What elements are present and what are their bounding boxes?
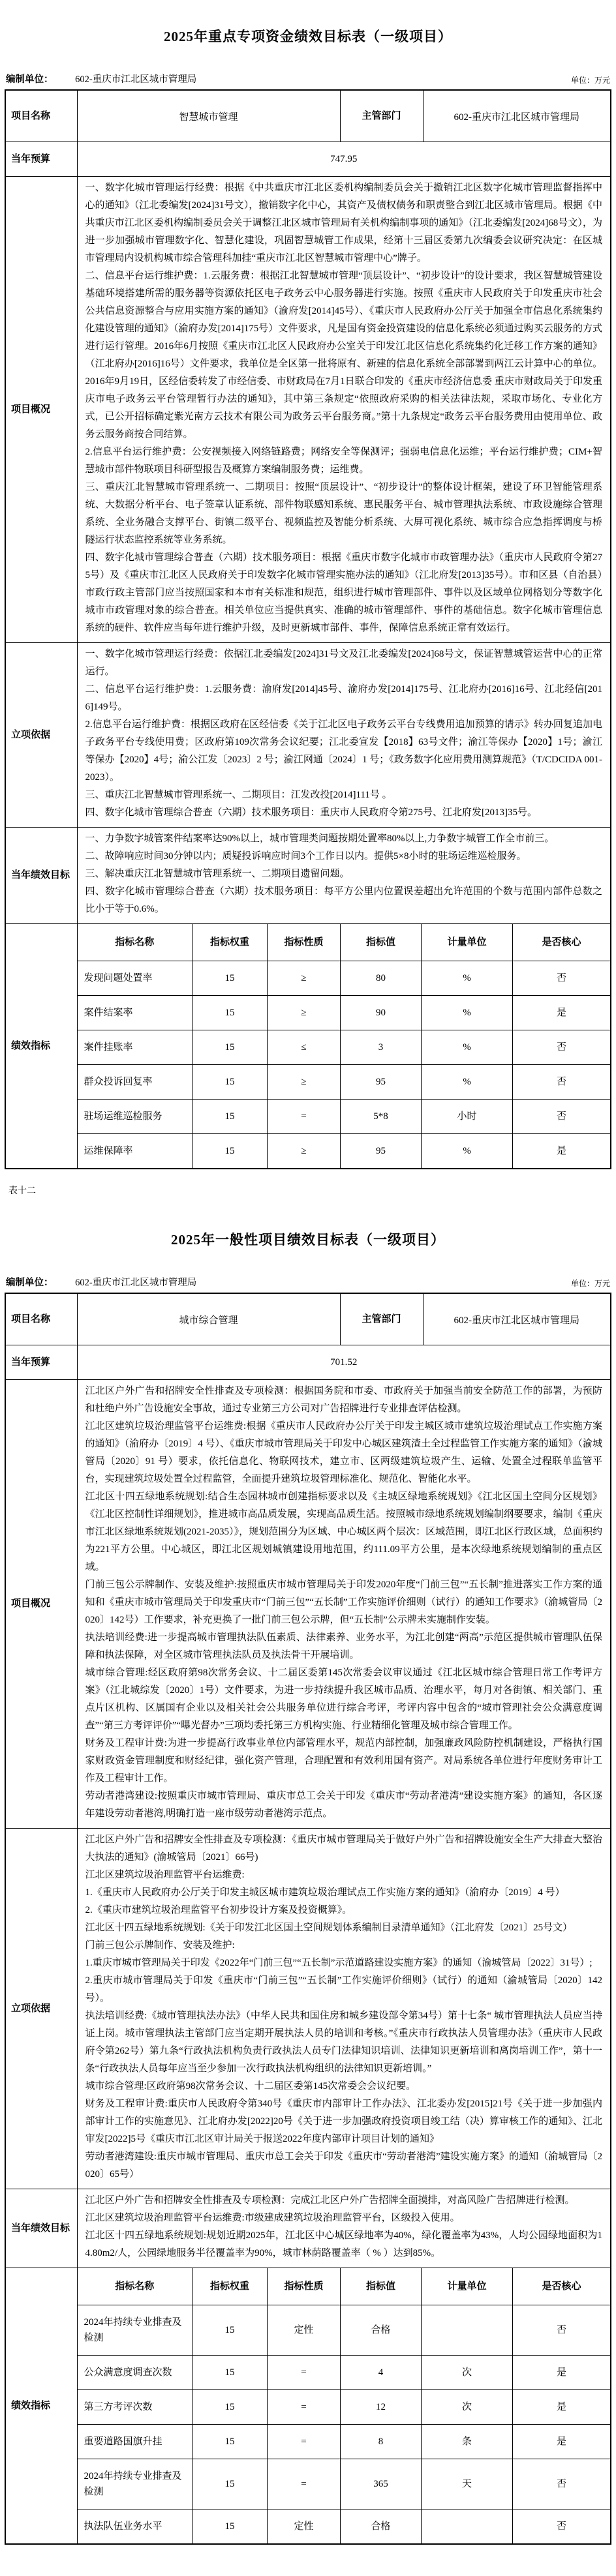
paragraph: 江北区十四五绿地系统规划:结合生态园林城市创建指标要求以及《主城区绿地系统规划》《江北区国土空间分区规划》《江北区控制性详细规划》，推进城市高品质发展，实现高品质生活。按照城市绿地系统规划编制纲要要求，编制《重庆市江北区绿地系统规划(2021-2035）》，规划范围分为区域、中心城区两个层次：区域范围，即江北区行政区域，总面积约为221平方公里。中心城区，即江北区规划城镇建设用地范围，约111.09平方公里，是本次绿地系统规划编制的重点区域。 — [85, 1491, 602, 1572]
indicator-cell: 否 — [513, 2459, 611, 2509]
indicator-cell: ≥ — [268, 996, 341, 1030]
indicator-header-cell: 指标值 — [341, 924, 422, 961]
budget-label: 当年预算 — [5, 1345, 77, 1380]
budget-row — [5, 142, 611, 177]
indicator-header-cell: 指标性质 — [268, 924, 341, 961]
special-fund-target-sheet — [5, 26, 611, 1169]
org-value: 602-重庆市江北区城市管理局 — [75, 1278, 197, 1288]
indicators-table-cell — [77, 924, 611, 1169]
indicator-row — [78, 2509, 611, 2544]
overview-label: 项目概况 — [5, 1380, 77, 1829]
indicator-cell: 90 — [341, 996, 422, 1030]
dept-value: 602-重庆市江北区城市管理局 — [423, 1293, 611, 1345]
indicator-row — [78, 1134, 611, 1169]
indicator-cell: % — [422, 1134, 513, 1169]
paragraph: 城市综合管理:区政府第98次常务会议、十二届区委第145次常委会会议纪要。 — [85, 2081, 416, 2091]
paragraph: 四、数字化城市管理综合普查（六期）技术服务项目：每平方公里内位置误差超出允许范围的个数与范围内部件总数之比小于等于0.6%。 — [85, 886, 602, 914]
unit-label: 单位：万元 — [570, 1279, 610, 1288]
paragraph: 江北区建筑垃圾治理监管平台运维费: — [85, 1870, 245, 1880]
indicator-cell: 否 — [513, 2509, 611, 2544]
indicator-header-cell: 指标权重 — [192, 924, 268, 961]
indicator-row — [78, 996, 611, 1030]
paragraph: 2.信息平台运行维护费：根据区政府在区经信委《关于江北区电子政务云平台专线费用追加预算的请示》转办回复追加电子政务平台专线使用费；区政府第109次常务会议纪要；江北委宣发【2018】63号文件；渝江等保办【2020】1号；渝江等保办【2020】4号；渝公江发〔2023〕2 号；渝江网通〔2024〕1 号；《政务数字化应用费用测算规范》（T/CDCIDA 001-2023）。 — [85, 719, 602, 783]
paragraph: 二、故障响应时间30分钟以内；质疑投诉响应时间3个工作日以内。提供5×8小时的驻场运维巡检服务。 — [85, 851, 527, 861]
sheet1-title: 2025年重点专项资金绩效目标表（一级项目） — [164, 29, 452, 44]
table-index-label: 表十二 — [8, 1186, 36, 1196]
indicator-cell: 是 — [513, 996, 611, 1030]
indicator-cell: 重要道路国旗升挂 — [78, 2425, 192, 2459]
paragraph: 江北区十四五绿地系统规划:《关于印发江北区国土空间规划体系编制目录清单通知》（江北府发〔2021〕25号文） — [85, 1923, 573, 1933]
dept-value: 602-重庆市江北区城市管理局 — [423, 90, 611, 142]
indicator-row — [78, 2390, 611, 2425]
indicator-cell — [422, 2305, 513, 2356]
indicator-row — [78, 2459, 611, 2509]
paragraph: 江北区建筑垃圾治理监管平台运维费:市级建成建筑垃圾治理监管平台，区级投入使用。 — [85, 2213, 460, 2223]
paragraph: 门前三包公示牌制作、安装及维护:按照重庆市城市管理局关于印发2020年度“门前三包”“五长制”推进落实工作方案的通知和《重庆市城市管理局关于印发重庆市“门前三包”“五长制”工作实施评价细则（试行）的通知工作要求》（渝城管局〔2020〕142号）工作要求，补充更换了一批门前三包公示牌，但“五长制”公示牌未实施制作安装。 — [85, 1580, 602, 1625]
sheet2-org-line — [6, 1275, 196, 1289]
indicator-row — [78, 1065, 611, 1100]
paragraph: 1.《重庆市人民政府办公厅关于印发主城区城市建筑垃圾治理试点工作实施方案的通知》（渝府办〔2019〕4 号） — [85, 1887, 565, 1898]
indicator-cell: 15 — [192, 2425, 268, 2459]
indicator-cell: = — [268, 2459, 341, 2509]
indicator-cell: 365 — [341, 2459, 422, 2509]
goals-text — [77, 2189, 611, 2268]
indicator-row — [78, 2425, 611, 2459]
budget-value: 747.95 — [77, 142, 611, 177]
indicator-cell: 15 — [192, 2509, 268, 2544]
basis-label: 立项依据 — [5, 643, 77, 828]
indicator-cell: 80 — [341, 961, 422, 996]
indicator-header-cell: 是否核心 — [513, 2268, 611, 2305]
indicator-cell: % — [422, 961, 513, 996]
paragraph: 江北区户外广告和招牌安全性排查及专项检测：《重庆市城市管理局关于做好户外广告和招牌设施安全生产大排查大整治大执法的通知》(渝城管局〔2021〕66号) — [85, 1835, 602, 1863]
paragraph: 三、重庆江北智慧城市管理系统一、二期项目：按照“顶层设计”、“初步设计”的整体设计框架，建设了环卫智能管理系统、大数据分析平台、电子签章认证系统、部件物联感知系统、惠民服务平台、城市管理执法系统、市政设施综合管理系统、全业务融合支撑平台、街镇二级平台、视频监控及智能分析系统、大屏可视化系统、城市综合应急指挥调度与桥隧运行状态监控系统等业务系统。 — [85, 482, 602, 545]
budget-row — [5, 1345, 611, 1380]
indicator-cell: 案件结案率 — [78, 996, 192, 1030]
paragraph: 三、重庆江北智慧城市管理系统一、二期项目：江发改投[2014]111号 。 — [85, 790, 392, 800]
indicator-table — [78, 2268, 611, 2543]
paragraph: 2.重庆市城市管理局关于印发《重庆市“门前三包”“五长制”工作实施评价细则》（试行）的通知（渝城管局〔2020〕142号）。 — [85, 1975, 602, 2003]
indicator-cell: 驻场运维巡检服务 — [78, 1100, 192, 1134]
indicators-label: 绩效指标 — [5, 2268, 77, 2545]
indicator-cell: % — [422, 1065, 513, 1100]
sheet2-title: 2025年一般性项目绩效目标表（一级项目） — [171, 1232, 445, 1248]
indicator-cell: 95 — [341, 1134, 422, 1169]
goals-row — [5, 2189, 611, 2268]
goals-row — [5, 828, 611, 924]
indicator-cell: 条 — [422, 2425, 513, 2459]
indicator-cell: 是 — [513, 2356, 611, 2390]
indicator-cell: 否 — [513, 1030, 611, 1065]
project-name-label: 项目名称 — [5, 1293, 77, 1345]
paragraph: 一、数字化城市管理运行经费：根据《中共重庆市江北区委机构编制委员会关于撤销江北区数字化城市管理监督指挥中心的通知》（江北委编发[2024]31号文），撤销数字化中心，其资产及债权债务和职责整合到江北区城市管理局。根据《中共重庆市江北区委机构编制委员会关于调整江北区城市管理局有关机构编制事项的通知》（江北委编发[2024]68号文），为进一步加强城市管理数字化、智慧化建设，巩固智慧城管工作成果，经第十三届区委第九次编委会议研究决定：在区城市管理局内设机构城市综合管理科加挂“重庆市江北区智慧城市管理中心”牌子。 — [85, 183, 602, 263]
indicator-cell: 12 — [341, 2390, 422, 2425]
indicator-header-cell: 指标权重 — [192, 2268, 268, 2305]
indicator-cell: ≥ — [268, 1134, 341, 1169]
indicator-cell: 群众投诉回复率 — [78, 1065, 192, 1100]
basis-row — [5, 643, 611, 828]
indicators-row — [5, 2268, 611, 2545]
overview-text — [77, 1380, 611, 1829]
project-name-value: 城市综合管理 — [77, 1293, 340, 1345]
paragraph: 财务及工程审计费:为进一步提高行政事业单位内部管理水平，规范内部控制，加强廉政风险防控机制建设，严格执行国家财政资金管理制度和财经纪律，强化资产管理，合理配置和有效利用国有资产。对局系统各单位进行年度财务审计工作及工程审计工作。 — [85, 1738, 602, 1784]
indicator-row — [78, 1100, 611, 1134]
indicator-cell: 15 — [192, 1065, 268, 1100]
sheet2-meta-row — [5, 1275, 611, 1293]
indicator-cell: 2024年持续专业排查及检测 — [78, 2305, 192, 2356]
indicator-header-cell: 指标名称 — [78, 2268, 192, 2305]
indicator-cell: 天 — [422, 2459, 513, 2509]
indicator-cell: 否 — [513, 1100, 611, 1134]
indicator-cell: 15 — [192, 2305, 268, 2356]
paragraph: 三、解决重庆江北智慧城市管理系统一、二期项目遗留问题。 — [85, 869, 350, 879]
indicator-cell: = — [268, 2425, 341, 2459]
indicator-cell: % — [422, 1030, 513, 1065]
indicator-cell: 15 — [192, 1134, 268, 1169]
general-project-target-sheet — [5, 1229, 611, 2545]
paragraph: 1.重庆市城市管理局关于印发《2022年“门前三包”“五长制”示范道路建设实施方案》的通知（渝城管局〔2022〕31号）; — [85, 1958, 593, 1968]
dept-label: 主管部门 — [340, 1293, 423, 1345]
org-value: 602-重庆市江北区城市管理局 — [75, 74, 197, 85]
indicator-cell: 是 — [513, 2425, 611, 2459]
indicator-cell: 次 — [422, 2356, 513, 2390]
indicator-cell: 案件挂账率 — [78, 1030, 192, 1065]
overview-text — [77, 177, 611, 643]
paragraph: 四、数字化城市管理综合普查（六期）技术服务项目：根据《重庆市数字化城市市政管理办法》（重庆市人民政府令第275号）及《重庆市江北区人民政府关于印发数字化城市管理实施办法的通知》（江北府发[2013]35号）。市和区县（自治县）市政行政主管部门应当按照国家和本市有关标准和规范，组织进行城市管理部件、事件以及区域单位网格划分等数字化城市市政管理对象的综合普查。相关单位应当提供真实、准确的城市管理部件、事件的基础信息。数字化城市管理信息系统的硬件、软件应当每年进行维护升级，及时更新城市部件、事件，保障信息系统正常有效运行。 — [85, 552, 602, 633]
indicator-cell: ≤ — [268, 1030, 341, 1065]
indicator-cell: 95 — [341, 1065, 422, 1100]
indicator-cell: 2024年持续专业排查及检测 — [78, 2459, 192, 2509]
indicator-header-row — [78, 924, 611, 961]
paragraph: 江北区十四五绿地系统规划:规划近期2025年，江北区中心城区绿地率为40%，绿化覆盖率为43%，人均公园绿地面积为14.80m2/人，公园绿地服务半径覆盖率为90%，城市林荫路覆盖率（ % ）达到85%。 — [85, 2230, 602, 2258]
paragraph: 执法培训经费:《城市管理执法办法》（中华人民共和国住房和城乡建设部令第34号）第十七条“ 城市管理执法人员应当持证上岗。城市管理执法主管部门应当定期开展执法人员的培训和考核。”《重庆市行政执法人员管理办法》（重庆市人民政府令第262号）第九条“行政执法机构负责行政执法人员专门法律知识培训、法律知识更新培训和离岗培训工作”，第十一条“行政执法人员每年应当至少参加一次行政执法机构组织的法律知识更新培训。” — [85, 2011, 602, 2074]
indicator-cell: 第三方考评次数 — [78, 2390, 192, 2425]
indicator-cell: 合格 — [341, 2509, 422, 2544]
project-name-label: 项目名称 — [5, 90, 77, 142]
paragraph: 一、力争数字城管案件结案率达90%以上，城市管理类问题按期处置率80%以上,力争数字城管工作全市前三。 — [85, 833, 555, 844]
indicator-cell: 是 — [513, 2390, 611, 2425]
project-name-row — [5, 1293, 611, 1345]
goals-label: 当年绩效目标 — [5, 2189, 77, 2268]
indicator-cell: 15 — [192, 961, 268, 996]
basis-row — [5, 1829, 611, 2189]
sheet1-meta-row — [5, 72, 611, 89]
indicator-cell: 定性 — [268, 2305, 341, 2356]
paragraph: 一、数字化城市管理运行经费：依据江北委编发[2024]31号文及江北委编发[2024]68号文，保证智慧城管运营中心的正常运行。 — [85, 649, 602, 677]
goals-label: 当年绩效目标 — [5, 828, 77, 924]
unit-label: 单位：万元 — [570, 76, 610, 85]
paragraph: 门前三包公示牌制作、安装及维护: — [85, 1940, 235, 1951]
budget-value: 701.52 — [77, 1345, 611, 1380]
indicator-cell: 15 — [192, 1100, 268, 1134]
indicator-header-row — [78, 2268, 611, 2305]
indicator-cell: 否 — [513, 2305, 611, 2356]
paragraph: 四、数字化城市管理综合普查（六期）技术服务项目：重庆市人民政府令第275号、江北府发[2013]35号。 — [85, 807, 537, 818]
indicator-header-cell: 计量单位 — [422, 924, 513, 961]
basis-text — [77, 643, 611, 828]
indicator-cell: = — [268, 1100, 341, 1134]
paragraph: 执法培训经费:进一步提高城市管理执法队伍素质、法律素养、业务水平，为江北创建“两高”示范区提供城市管理队伍保障和执法保障，对全区城市管理执法队员及执法骨干开展培训。 — [85, 1632, 602, 1660]
spacer — [5, 1199, 611, 1225]
sheet1-org-line — [6, 72, 196, 85]
indicator-cell: 15 — [192, 996, 268, 1030]
paragraph: 2.信息平台运行维护费：公安视频接入网络链路费；网络安全等保测评；强弱电信息化运维；平台运行维护费；CIM+智慧城市部件物联项目科研型报告及概算方案编制服务费；运维费。 — [85, 447, 602, 475]
indicator-cell: ≥ — [268, 961, 341, 996]
indicator-table — [78, 924, 611, 1168]
indicator-row — [78, 1030, 611, 1065]
basis-text — [77, 1829, 611, 2189]
indicator-cell: 否 — [513, 1065, 611, 1100]
paragraph: 劳动者港湾建设:重庆市城市管理局、重庆市总工会关于印发《重庆市“劳动者港湾”建设实施方案》的通知（渝城管局〔2020〕65号） — [85, 2151, 602, 2179]
indicator-cell: 公众满意度调查次数 — [78, 2356, 192, 2390]
indicator-cell: ≥ — [268, 1065, 341, 1100]
indicator-row — [78, 2356, 611, 2390]
indicator-cell: 4 — [341, 2356, 422, 2390]
project-name-row — [5, 90, 611, 142]
indicators-table-cell — [77, 2268, 611, 2545]
indicator-cell: 15 — [192, 2356, 268, 2390]
overview-row — [5, 177, 611, 643]
indicator-cell: 3 — [341, 1030, 422, 1065]
indicator-cell: = — [268, 2356, 341, 2390]
indicator-cell: 小时 — [422, 1100, 513, 1134]
indicator-cell: 15 — [192, 2390, 268, 2425]
indicators-label: 绩效指标 — [5, 924, 77, 1169]
paragraph: 财务及工程审计费:重庆市人民政府令第340号《重庆市内部审计工作办法》、江北委办发[2015]21号《关于进一步加强内部审计工作的实施意见》、江北府办发[2022]20号《关于进一步加强政府投资项目竣工结（决）算审核工作的通知》、江北审发[2022]5号《重庆市江北区审计局关于报送2022年度内部审计项目计划的通知》 — [85, 2099, 602, 2144]
budget-label: 当年预算 — [5, 142, 77, 177]
dept-label: 主管部门 — [340, 90, 423, 142]
goals-text — [77, 828, 611, 924]
overview-row — [5, 1380, 611, 1829]
basis-label: 立项依据 — [5, 1829, 77, 2189]
indicator-cell — [422, 2509, 513, 2544]
org-label: 编制单位： — [6, 1278, 54, 1288]
sheet1-table — [5, 89, 611, 1169]
indicator-cell: 次 — [422, 2390, 513, 2425]
indicator-cell: 合格 — [341, 2305, 422, 2356]
indicator-header-cell: 指标值 — [341, 2268, 422, 2305]
paragraph: 劳动者港湾建设:按照重庆市城市管理局、重庆市总工会关于印发《重庆市“劳动者港湾”建设实施方案》的通知，各区逐年建设劳动者港湾,明确打造一座市级劳动者港湾示范点。 — [85, 1791, 602, 1819]
paragraph: 城市综合管理:经区政府第98次常务会议、十二届区委第145次常委会议审议通过《江北区城市综合管理日常工作考评方案》（江北城综发〔2020〕1号）文件要求，为进一步持续提升我区城市品质、治理水平，每月对各街镇、相关部门、重点片区机构、区属国有企业以及相关社会公共服务单位进行综合考评，考评内容中包含的“城市管理社会公众满意度调查”“第三方考评评价”“曝光督办”三项均委托第三方机构实施、行业精细化管理及城市综合管理工作。 — [85, 1668, 602, 1731]
indicator-row — [78, 961, 611, 996]
indicator-cell: 15 — [192, 1030, 268, 1065]
indicator-cell: 发现问题处置率 — [78, 961, 192, 996]
paragraph: 二、信息平台运行维护费：1.云服务费：渝府发[2014]45号、渝府办发[2014]175号、江北府办[2016]16号、江北经信[2016]149号。 — [85, 684, 602, 712]
indicator-cell: 15 — [192, 2459, 268, 2509]
indicator-tbody — [78, 924, 611, 1168]
indicator-cell: = — [268, 2390, 341, 2425]
indicator-cell: 是 — [513, 1134, 611, 1169]
indicator-cell: 执法队伍业务水平 — [78, 2509, 192, 2544]
indicator-cell: 8 — [341, 2425, 422, 2459]
indicator-cell: % — [422, 996, 513, 1030]
indicator-header-cell: 指标性质 — [268, 2268, 341, 2305]
paragraph: 江北区建筑垃圾治理监管平台运维费:根据《重庆市人民政府办公厅关于印发主城区城市建筑垃圾治理试点工作实施方案的通知》（渝府办〔2019〕4 号）、《重庆市城市管理局关于印发中心城区建筑渣土全过程监管工作实施方案的通知》（渝城管局〔2020〕91 号）要求，依托信息化、物联网技术，建立市、区两级建筑垃圾产生、运输、处置全过程联单监管平台，实现建筑垃圾处置全过程监管，全面提升建筑垃圾管理标准化、规范化、智能化水平。 — [85, 1421, 602, 1484]
project-name-value: 智慧城市管理 — [77, 90, 340, 142]
indicators-row — [5, 924, 611, 1169]
sheet2-table — [5, 1293, 611, 2545]
overview-label: 项目概况 — [5, 177, 77, 643]
paragraph: 二、信息平台运行维护费：1.云服务费：根据江北智慧城市管理“顶层设计”、“初步设计”的设计要求，我区智慧城管建设基础环境搭建所需的服务器等资源依托区电子政务云中心服务器进行实施。按照《重庆市人民政府关于印发重庆市社会公共信息资源整合与应用实施方案的通知》（渝府发[2014]45号）、《重庆市人民政府办公厅关于加强全市信息化系统集约化建设管理的通知》（渝府办发[2014]175号）文件要求，凡是国有资金投资建设的信息化系统必须通过购买云服务的方式进行运行管理。2016年6月按照《重庆市江北区人民政府办公室关于印发江北区信息化系统集约化迁移工作方案的通知》（江北府办[2016]16号）文件要求，我单位是全区第一批将原有、新建的信息化系统全部部署到两江云计算中心的单位。2016年9月19日，区经信委转发了市经信委、市财政局在7月1日联合印发的《重庆市经济信息委 重庆市财政局关于印发重庆市电子政务云平台管理暂行办法的通知》，其中第三条规定“依照政府采购的相关法律法规，采取市场化、专业化方式，已公开招标确定紫光南方云技术有限公司为政务云平台服务商。”第十九条规定“政务云平台服务费用由使用单位、政务云服务商按合同结算。 — [85, 271, 602, 440]
paragraph: 江北区户外广告和招牌安全性排查及专项检测：完成江北区户外广告招牌全面摸排，对高风险广告招牌进行检测。 — [85, 2195, 575, 2206]
paragraph: 江北区户外广告和招牌安全性排查及专项检测：根据国务院和市委、市政府关于加强当前安全防范工作的部署，为预防和杜绝户外广告设施安全事故，通过专业第三方公司对广告招牌进行专业排查评估检测。 — [85, 1386, 602, 1414]
indicator-header-cell: 指标名称 — [78, 924, 192, 961]
indicator-tbody — [78, 2268, 611, 2543]
paragraph: 2.《重庆市建筑垃圾治理监管平台初步设计方案及投资概算》。 — [85, 1905, 352, 1915]
indicator-row — [78, 2305, 611, 2356]
indicator-cell: 5*8 — [341, 1100, 422, 1134]
org-label: 编制单位： — [6, 74, 54, 85]
indicator-header-cell: 是否核心 — [513, 924, 611, 961]
indicator-cell: 定性 — [268, 2509, 341, 2544]
indicator-header-cell: 计量单位 — [422, 2268, 513, 2305]
indicator-cell: 运维保障率 — [78, 1134, 192, 1169]
indicator-cell: 否 — [513, 961, 611, 996]
